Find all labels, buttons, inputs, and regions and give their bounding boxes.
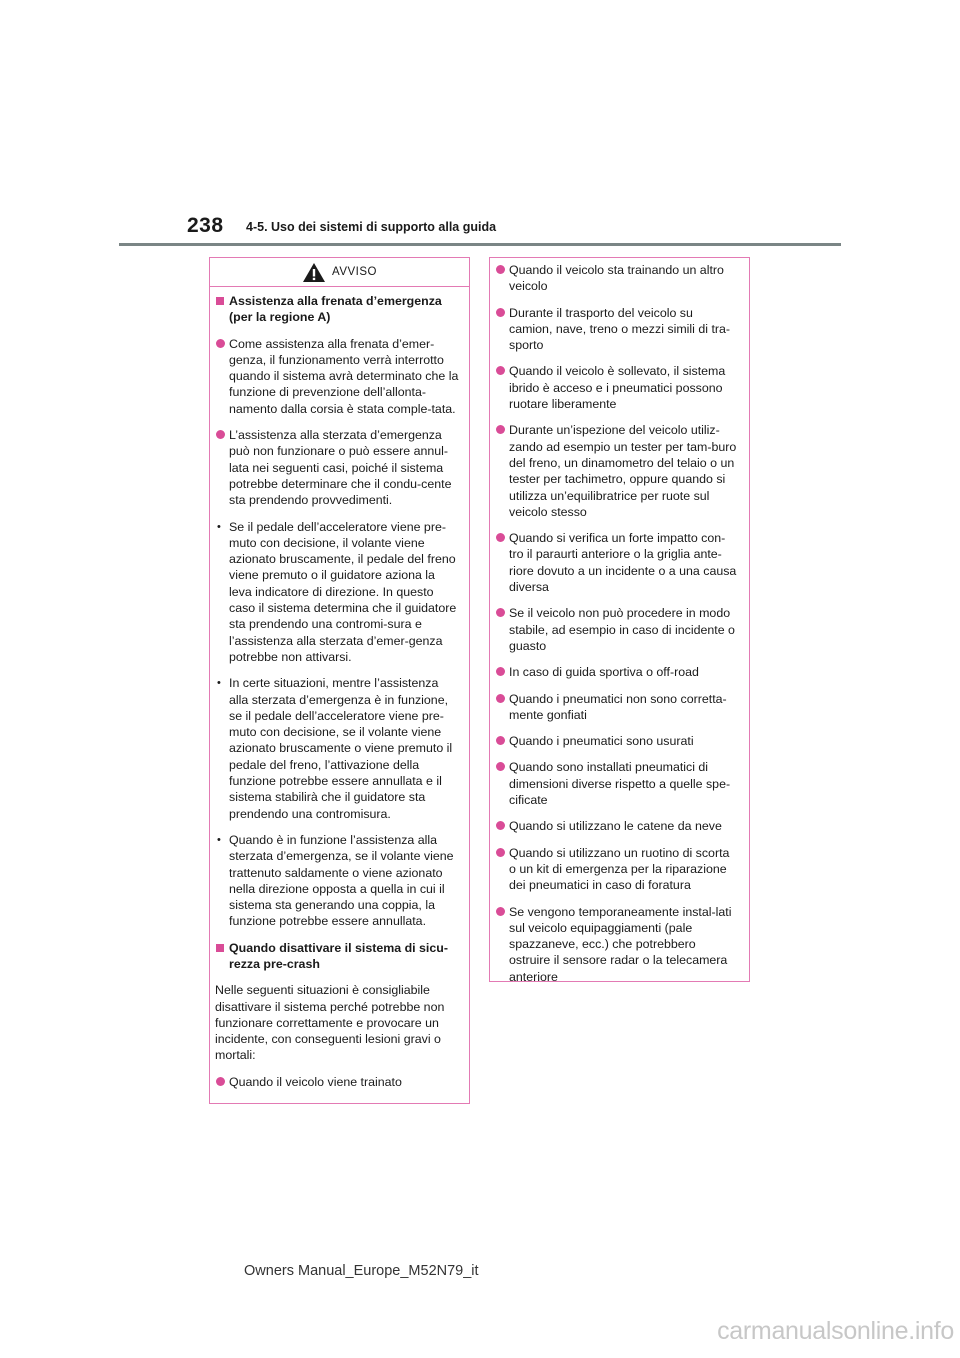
warning-heading: Assistenza alla frenata d’emergenza (per la regione A) <box>215 293 459 326</box>
warning-label: AVVISO <box>332 265 377 278</box>
sub-bullet-item: • Se il pedale dell’acceleratore viene pre-muto con decisione, il volante viene azionato bruscamente, il pedale del freno viene premuto o il guidatore aziona la leva indicatore di direzione. In questo caso il sistema determina che il guidatore sta prendendo una contromi-sura e l’assistenza alla sterzata d’emer-genza potrebbe non attivarsi. <box>215 519 459 666</box>
bullet-item: In caso di guida sportiva o off-road <box>495 664 739 680</box>
bullet-item: Quando il veicolo è sollevato, il sistema ibrido è acceso e i pneumatici possono ruotare liberamente <box>495 363 739 412</box>
bullet-item: Quando si utilizzano un ruotino di scorta o un kit di emergenza per la riparazione dei pneumatici in caso di foratura <box>495 845 739 894</box>
bullet-item: Come assistenza alla frenata d’emer-genza, il funzionamento verrà interrotto quando il sistema avrà determinato che la funzione di prevenzione dell’allonta-namento dalla corsia è stata comple-tata. <box>215 336 459 417</box>
paragraph: Nelle seguenti situazioni è consigliabile disattivare il sistema perché potrebbe non funzionare correttamente e provocare un incidente, con conseguenti lesioni gravi o mortali: <box>215 983 445 1063</box>
bullet-item: Quando il veicolo viene trainato <box>215 1074 459 1090</box>
bullet-item: Quando i pneumatici non sono corretta-mente gonfiati <box>495 691 739 724</box>
footer-manual-name: Owners Manual_Europe_M52N79_it <box>244 1263 479 1279</box>
bullet-item: Quando il veicolo sta trainando un altro veicolo <box>495 262 739 295</box>
warning-left-content <box>210 287 469 1108</box>
bullet-item: Quando si verifica un forte impatto con-tro il paraurti anteriore o la griglia ante-riore dovuto a un incidente o a una causa diversa <box>495 530 739 595</box>
warning-header <box>210 258 469 287</box>
bullet-item: L’assistenza alla sterzata d’emergenza può non funzionare o può essere annul-lata nei seguenti casi, poiché il sistema potrebbe determinare che il condu-cente sta prendendo provvedimenti. <box>215 427 459 508</box>
bullet-item: Quando si utilizzano le catene da neve <box>495 818 739 834</box>
section-title: 4-5. Uso dei sistemi di supporto alla guida <box>246 220 497 234</box>
sub-bullet-item: • Quando è in funzione l’assistenza alla sterzata d’emergenza, se il volante viene trattenuto saldamente o viene azionato nella direzione opposta a quella in cui il sistema sta generando una coppia, la funzione potrebbe essere annullata. <box>215 832 459 930</box>
bullet-item: Quando i pneumatici sono usurati <box>495 733 739 749</box>
page-number: 238 <box>187 214 224 237</box>
watermark: carmanualsonline.info <box>717 1317 954 1345</box>
warning-triangle-icon <box>302 262 326 283</box>
bullet-item: Durante un’ispezione del veicolo utiliz-zando ad esempio un tester per tam-buro del freno, un dinamometro del telaio o un tester per tachimetro, oppure quando si utilizza un’equilibratrice per ruote sul veicolo stesso <box>495 422 739 520</box>
sub-bullet-item: • In certe situazioni, mentre l’assistenza alla sterzata d’emergenza è in funzione, se il pedale dell’acceleratore viene pre-muto con decisione, se il volante viene azionato bruscamente o viene premuto il pedale del freno, l’attivazione della funzione potrebbe essere annullata e il sistema stabilirà che il guidatore sta prendendo una contromisura. <box>215 675 459 822</box>
header-rule <box>119 243 841 246</box>
warning-box-left <box>209 257 470 1104</box>
bullet-item: Se il veicolo non può procedere in modo stabile, ad esempio in caso di incidente o guasto <box>495 605 739 654</box>
bullet-item: Durante il trasporto del veicolo su camion, nave, treno o mezzi simili di tra-sporto <box>495 305 739 354</box>
warning-right-content <box>490 258 749 1003</box>
warning-heading: Quando disattivare il sistema di sicu-rezza pre-crash <box>215 940 459 973</box>
bullet-item: Quando sono installati pneumatici di dimensioni diverse rispetto a quelle spe-cificate <box>495 759 739 808</box>
warning-box-right <box>489 257 750 982</box>
bullet-item: Se vengono temporaneamente instal-lati sul veicolo equipaggiamenti (pale spazzaneve, ecc.) che potrebbero ostruire il sensore radar o la telecamera anteriore <box>495 904 739 985</box>
